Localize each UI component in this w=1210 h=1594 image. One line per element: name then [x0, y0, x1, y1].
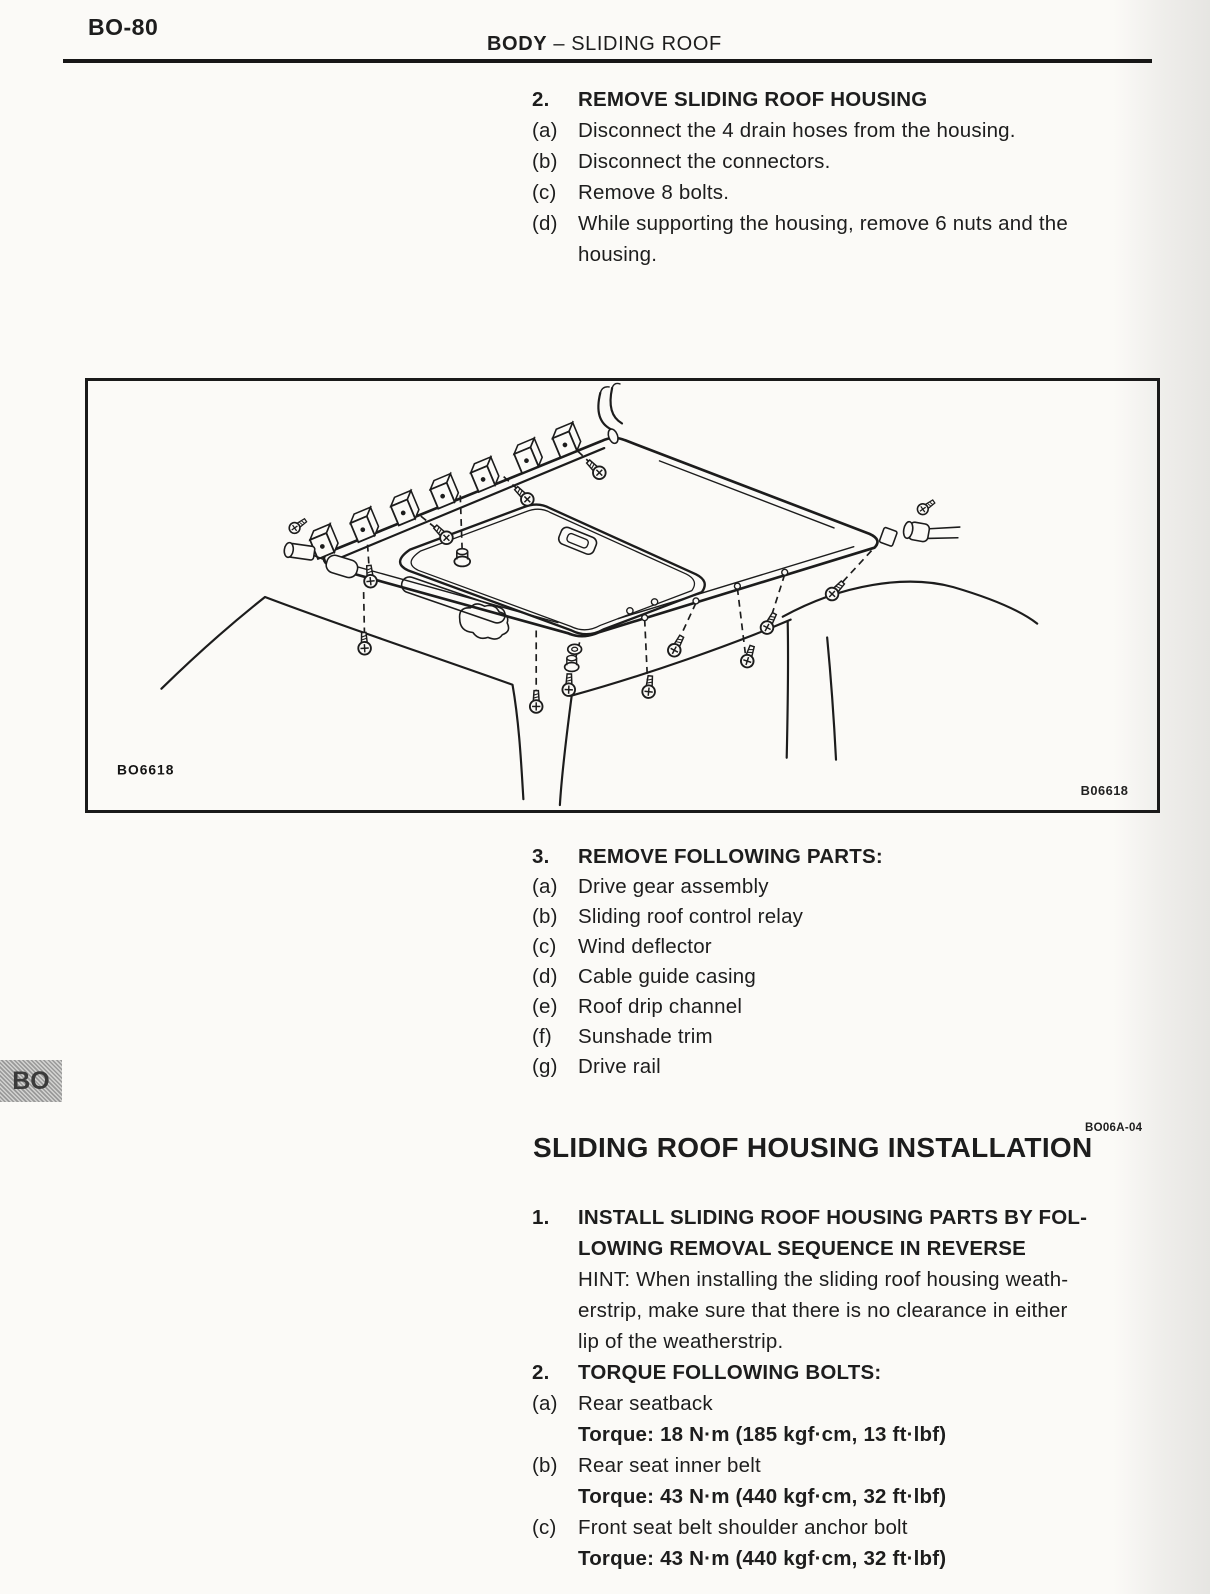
- torque-value: Torque: 43 N·m (440 kgf·cm, 32 ft·lbf): [578, 1547, 947, 1570]
- item-label: (c): [532, 935, 557, 958]
- item-text: Wind deflector: [578, 935, 712, 958]
- item-label: (e): [532, 995, 558, 1018]
- step-label: (a): [532, 119, 558, 142]
- torque-spec: [532, 1419, 1164, 1450]
- bolt-name: Front seat belt shoulder anchor bolt: [578, 1516, 908, 1539]
- housing-diagram: [88, 381, 1157, 810]
- torque-value: Torque: 18 N·m (185 kgf·cm, 13 ft·lbf): [578, 1423, 947, 1446]
- installation-section: [532, 1202, 1164, 1574]
- section-number: 3.: [532, 845, 550, 868]
- section-title: TORQUE FOLLOWING BOLTS:: [578, 1361, 882, 1384]
- hint-line: [532, 1326, 1164, 1357]
- item-label: (a): [532, 875, 558, 898]
- list-item: [532, 962, 1164, 992]
- bolt-item: [532, 1450, 1164, 1481]
- remove-housing-section: [532, 84, 1164, 270]
- step-row-continuation: [532, 239, 1164, 270]
- item-text: Cable guide casing: [578, 965, 756, 988]
- step-text: While supporting the housing, remove 6 nuts and the: [578, 212, 1068, 235]
- section-title: INSTALL SLIDING ROOF HOUSING PARTS BY FOL-: [578, 1206, 1088, 1229]
- step-row: [532, 146, 1164, 177]
- item-label: (d): [532, 965, 558, 988]
- bolt-name: Rear seat inner belt: [578, 1454, 761, 1477]
- bolts-and-nuts: [357, 457, 847, 713]
- list-item: [532, 1022, 1164, 1052]
- sliding-roof-housing-figure: [85, 378, 1160, 813]
- section-number: 2.: [532, 88, 550, 111]
- bolt-name: Rear seatback: [578, 1392, 713, 1415]
- section-number: 1.: [532, 1206, 550, 1229]
- bolt-item: [532, 1512, 1164, 1543]
- step-label: (b): [532, 150, 558, 173]
- list-item: [532, 872, 1164, 902]
- item-text: Roof drip channel: [578, 995, 743, 1018]
- section-tab-label: BO: [12, 1066, 50, 1095]
- installation-code: BO06A-04: [1085, 1122, 1143, 1134]
- section-tab: [0, 1060, 62, 1102]
- item-label: (b): [532, 1454, 558, 1477]
- item-label: (a): [532, 1392, 558, 1415]
- section-heading-continuation: [532, 1233, 1164, 1264]
- step-row: [532, 208, 1164, 239]
- torque-spec: [532, 1543, 1164, 1574]
- list-item: [532, 992, 1164, 1022]
- list-item: [532, 932, 1164, 962]
- remove-parts-section: [532, 842, 1164, 1082]
- figure-code-right: B06618: [1080, 783, 1129, 799]
- step-row: [532, 115, 1164, 146]
- step-text: Remove 8 bolts.: [578, 181, 730, 204]
- section-title: REMOVE FOLLOWING PARTS:: [578, 845, 883, 868]
- list-item: [532, 1052, 1164, 1082]
- header-title: [487, 33, 722, 56]
- bolt-item: [532, 1388, 1164, 1419]
- item-label: (g): [532, 1055, 558, 1078]
- hint-line: [532, 1295, 1164, 1326]
- emblem: [557, 526, 598, 556]
- header-topic: – SLIDING ROOF: [553, 33, 722, 55]
- section-heading: [532, 842, 1164, 872]
- header-section: BODY: [487, 33, 548, 55]
- section-heading: [532, 84, 1164, 115]
- drive-gear-detail: [400, 575, 514, 646]
- step-label: (c): [532, 181, 557, 204]
- section-heading: [532, 1202, 1164, 1233]
- page-number: BO-80: [88, 14, 159, 40]
- item-label: (c): [532, 1516, 557, 1539]
- item-text: Drive gear assembly: [578, 875, 769, 898]
- right-drain-connector: [879, 497, 960, 547]
- step-row: [532, 177, 1164, 208]
- item-text: Drive rail: [578, 1055, 661, 1078]
- step-text: Disconnect the 4 drain hoses from the housing.: [578, 119, 1016, 142]
- car-roof-outline: [161, 582, 1037, 805]
- section-title: REMOVE SLIDING ROOF HOUSING: [578, 88, 928, 111]
- hint-line: [532, 1264, 1164, 1295]
- hint-text: erstrip, make sure that there is no clearance in either: [578, 1299, 1068, 1322]
- torque-spec: [532, 1481, 1164, 1512]
- step-label: (d): [532, 212, 558, 235]
- step-text: housing.: [578, 243, 658, 266]
- torque-value: Torque: 43 N·m (440 kgf·cm, 32 ft·lbf): [578, 1485, 947, 1508]
- installation-title: [533, 1122, 1143, 1164]
- step-text: Disconnect the connectors.: [578, 150, 831, 173]
- section-title: LOWING REMOVAL SEQUENCE IN REVERSE: [578, 1237, 1026, 1260]
- section-number: 2.: [532, 1361, 550, 1384]
- item-label: (f): [532, 1025, 552, 1048]
- section-heading: [532, 1357, 1164, 1388]
- item-text: Sliding roof control relay: [578, 905, 804, 928]
- hint-text: lip of the weatherstrip.: [578, 1330, 784, 1353]
- item-label: (b): [532, 905, 558, 928]
- top-hose-clip: [598, 383, 622, 444]
- header-rule: [63, 59, 1152, 63]
- item-text: Sunshade trim: [578, 1025, 713, 1048]
- hint-text: HINT: When installing the sliding roof housing weath-: [578, 1268, 1069, 1291]
- figure-code-left: BO6618: [117, 762, 175, 778]
- installation-title-text: SLIDING ROOF HOUSING INSTALLATION: [533, 1132, 1093, 1163]
- list-item: [532, 902, 1164, 932]
